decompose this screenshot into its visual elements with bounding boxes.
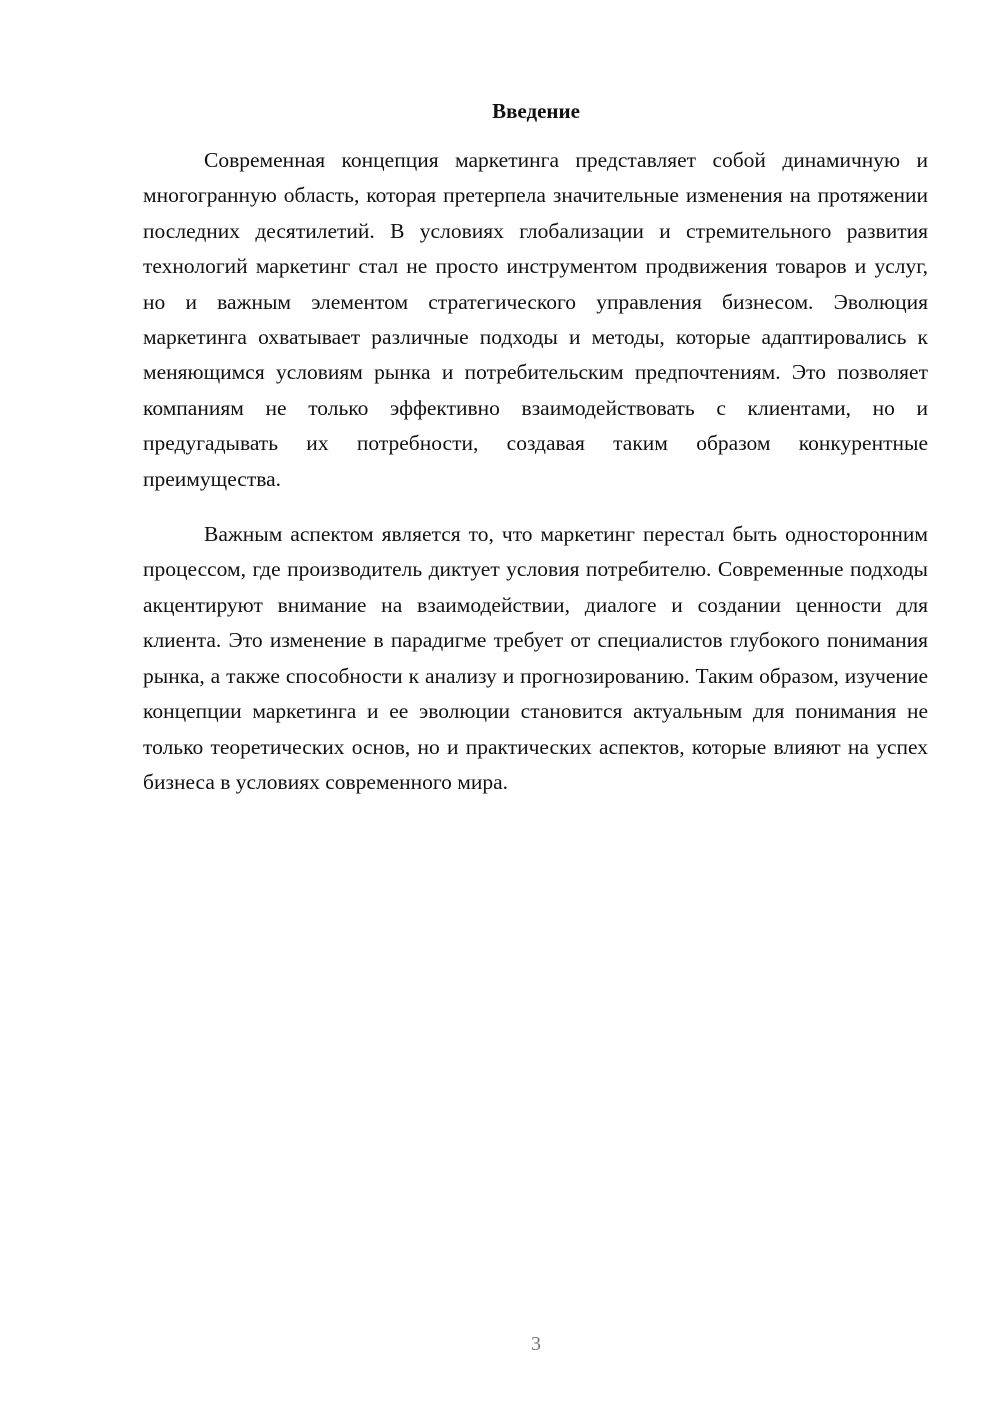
body-text: [143, 143, 928, 800]
page-title: Введение: [492, 99, 580, 123]
paragraph-1: Современная концепция маркетинга представляет собой динамичную и многогранную область, которая претерпела значительные изменения на протяжении последних десятилетий. В условиях глобализации и стремительного развития технологий маркетинг стал не просто инструментом продвижения товаров и услуг, но и важным элементом стратегического управления бизнесом. Эволюция маркетинга охватывает различные подходы и методы, которые адаптировались к меняющимся условиям рынка и потребительским предпочтениям. Это позволяет компаниям не только эффективно взаимодействовать с клиентами, но и предугадывать их потребности, создавая таким образом конкурентные преимущества.: [143, 148, 928, 491]
paragraph-2: Важным аспектом является то, что маркетинг перестал быть односторонним процессом, где производитель диктует условия потребителю. Современные подходы акцентируют внимание на взаимодействии, диалоге и создании ценности для клиента. Это изменение в парадигме требует от специалистов глубокого понимания рынка, а также способности к анализу и прогнозированию. Таким образом, изучение концепции маркетинга и ее эволюции становится актуальным для понимания не только теоретических основ, но и практических аспектов, которые влияют на успех бизнеса в условиях современного мира.: [143, 522, 928, 794]
page-number: 3: [531, 1333, 541, 1355]
